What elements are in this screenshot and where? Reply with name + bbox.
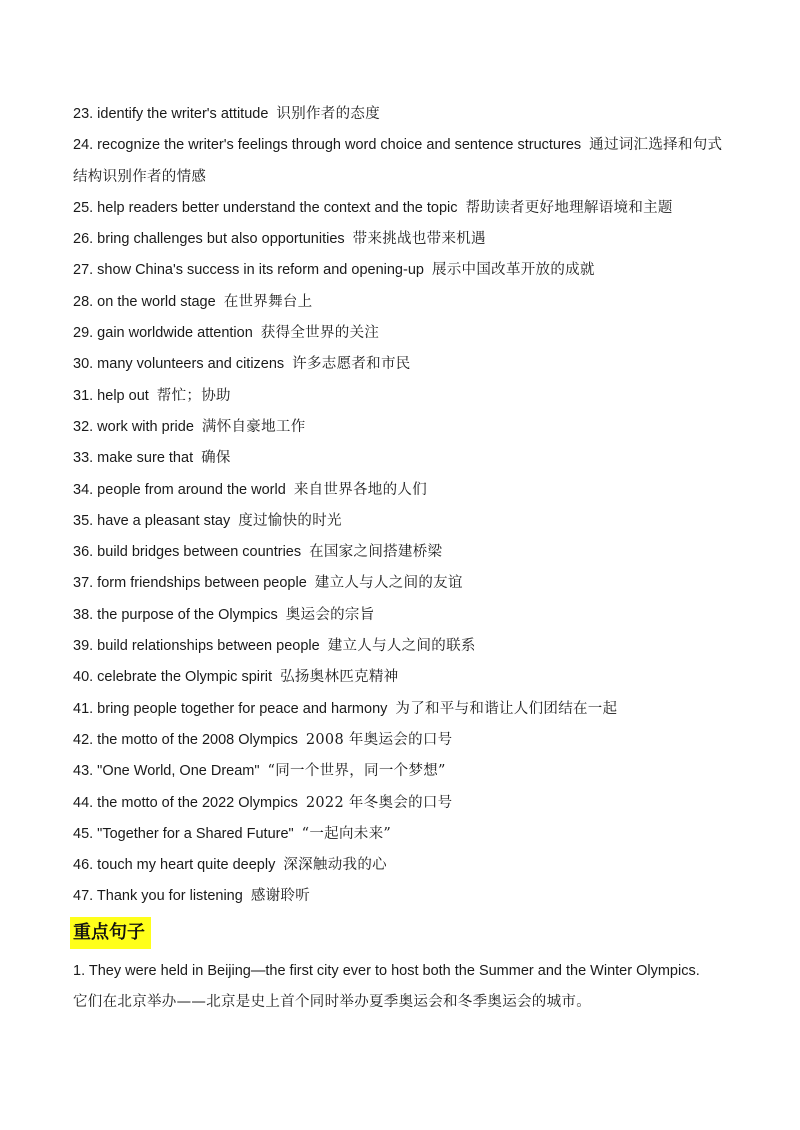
phrase-english: 25. help readers better understand the context and the topic — [73, 199, 458, 216]
phrase-chinese: 奥运会的宗旨 — [285, 606, 375, 623]
phrase-item — [73, 600, 733, 631]
phrase-english: 32. work with pride — [73, 418, 194, 435]
phrase-chinese: 许多志愿者和市民 — [292, 356, 411, 373]
phrase-item — [73, 224, 733, 255]
phrase-english: 27. show China's success in its reform and opening-up — [73, 262, 424, 279]
phrase-chinese: 深深触动我的心 — [283, 857, 387, 874]
phrase-item — [73, 537, 733, 568]
phrase-item — [73, 725, 733, 756]
phrase-chinese: 建立人与人之间的联系 — [327, 638, 476, 655]
phrase-english: 47. Thank you for listening — [73, 888, 243, 905]
phrase-chinese: 展示中国改革开放的成就 — [431, 262, 595, 279]
phrase-english: 24. recognize the writer's feelings through word choice and sentence structures — [73, 137, 582, 154]
phrase-item — [73, 788, 733, 819]
phrase-english: 40. celebrate the Olympic spirit — [73, 669, 273, 686]
phrase-chinese: 为了和平与和谐让人们团结在一起 — [395, 700, 618, 717]
phrase-english: 42. the motto of the 2008 Olympics — [73, 731, 298, 748]
phrase-english: 37. form friendships between people — [73, 575, 307, 592]
phrase-english: 33. make sure that — [73, 450, 194, 467]
phrase-chinese: 2008 年奥运会的口号 — [305, 731, 453, 748]
phrase-item — [73, 881, 733, 912]
phrase-item — [73, 99, 733, 130]
phrase-item — [73, 193, 733, 224]
phrase-english: 38. the purpose of the Olympics — [73, 606, 278, 623]
phrase-english: 23. identify the writer's attitude — [73, 106, 269, 122]
phrase-chinese: “同一个世界，同一个梦想” — [267, 763, 446, 780]
phrase-english: 31. help out — [73, 387, 149, 404]
phrase-chinese: 度过愉快的时光 — [238, 512, 342, 529]
phrase-english: 44. the motto of the 2022 Olympics — [73, 794, 298, 811]
phrase-chinese: 帮助读者更好地理解语境和主题 — [465, 199, 673, 216]
phrase-item — [73, 130, 733, 193]
phrase-english: 36. build bridges between countries — [73, 544, 302, 561]
phrase-chinese: 确保 — [201, 450, 231, 467]
section-heading-key-sentences: 重点句子 — [70, 917, 151, 949]
phrase-item — [73, 255, 733, 286]
phrase-item — [73, 568, 733, 599]
phrase-english: 39. build relationships between people — [73, 638, 320, 655]
phrase-item — [73, 443, 733, 474]
phrase-english: 26. bring challenges but also opportunities — [73, 231, 345, 248]
phrase-chinese: 建立人与人之间的友谊 — [314, 575, 463, 592]
phrase-chinese: 带来挑战也带来机遇 — [352, 231, 486, 248]
phrase-item — [73, 412, 733, 443]
phrase-chinese: 来自世界各地的人们 — [293, 481, 428, 498]
phrase-chinese: “一起向未来” — [301, 825, 392, 842]
key-sentence — [73, 956, 733, 1018]
phrase-list — [73, 99, 733, 913]
phrase-english: 41. bring people together for peace and harmony — [73, 700, 388, 717]
phrase-item — [73, 662, 733, 693]
phrase-chinese: 弘扬奥林匹克精神 — [280, 669, 399, 686]
phrase-chinese: 感谢聆听 — [250, 888, 311, 905]
phrase-english: 35. have a pleasant stay — [73, 512, 231, 529]
phrase-chinese: 在世界舞台上 — [223, 293, 313, 310]
phrase-chinese: 帮忙；协助 — [156, 387, 231, 404]
phrase-chinese: 满怀自豪地工作 — [201, 418, 306, 435]
phrase-chinese: 2022 年冬奥会的口号 — [305, 794, 453, 811]
phrase-english: 30. many volunteers and citizens — [73, 356, 285, 373]
phrase-english: 43. "One World, One Dream" — [73, 763, 260, 780]
phrase-chinese: 获得全世界的关注 — [260, 325, 380, 342]
phrase-item — [73, 819, 733, 850]
phrase-item — [73, 349, 733, 380]
phrase-item — [73, 850, 733, 881]
phrase-item — [73, 381, 733, 412]
phrase-item — [73, 694, 733, 725]
key-sentence-chinese: 它们在北京举办——北京是史上首个同时举办夏季奥运会和冬季奥运会的城市。 — [73, 994, 591, 1010]
phrase-english: 28. on the world stage — [73, 293, 216, 310]
phrase-item — [73, 475, 733, 506]
phrase-english: 34. people from around the world — [73, 481, 286, 498]
phrase-item — [73, 631, 733, 662]
phrase-english: 45. "Together for a Shared Future" — [73, 825, 294, 842]
phrase-item — [73, 506, 733, 537]
phrase-english: 46. touch my heart quite deeply — [73, 857, 276, 874]
phrase-item — [73, 287, 733, 318]
phrase-chinese: 在国家之间搭建桥梁 — [309, 544, 443, 561]
phrase-item — [73, 756, 733, 787]
phrase-item — [73, 318, 733, 349]
phrase-english: 29. gain worldwide attention — [73, 325, 253, 342]
phrase-chinese: 识别作者的态度 — [276, 106, 381, 122]
phrase-chinese: 通过词汇选择和句式结构识别作者的情感 — [73, 137, 723, 185]
key-sentence-english: 1. They were held in Beijing—the first city ever to host both the Summer and the Winter Olympics. — [73, 963, 700, 979]
